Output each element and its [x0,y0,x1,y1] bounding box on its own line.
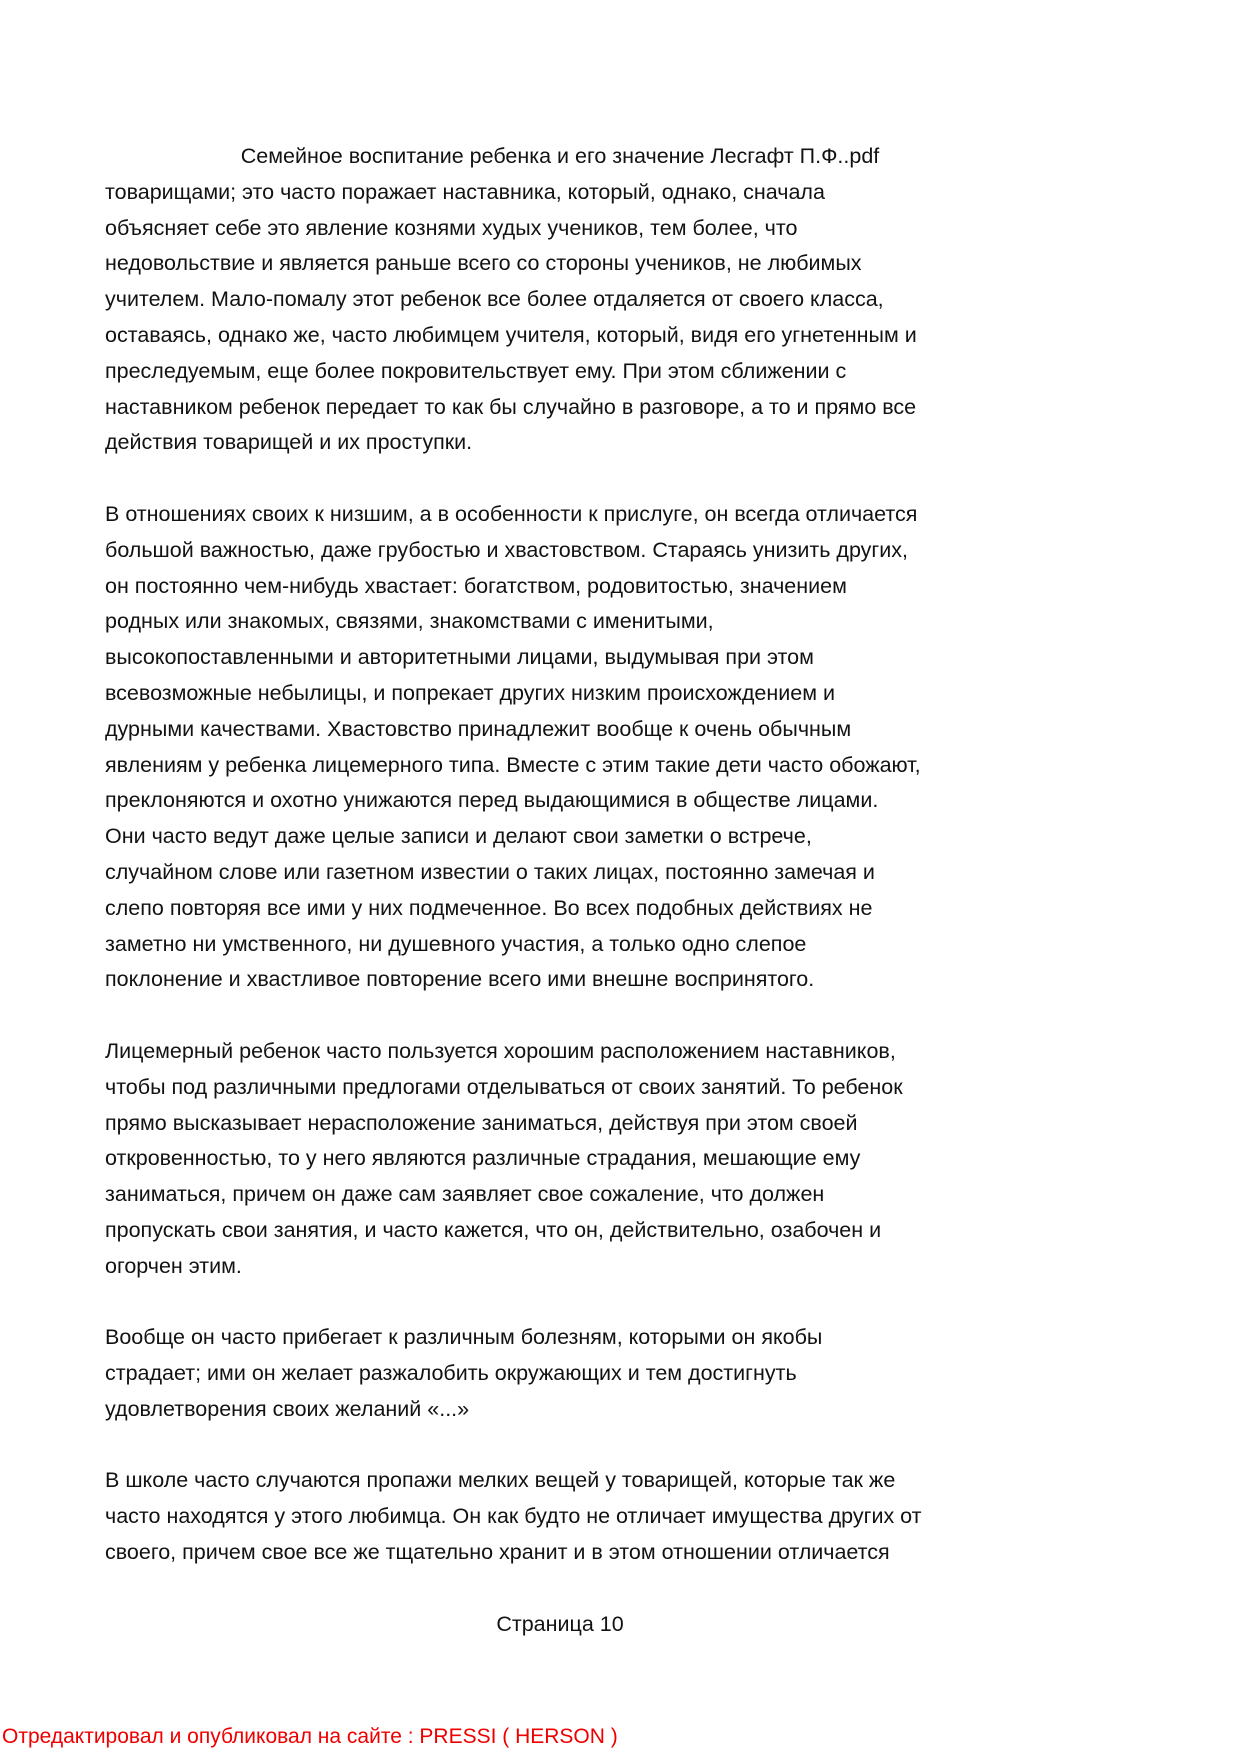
text-line: откровенностью, то у него являются различные страдания, мешающие ему [105,1146,861,1171]
watermark-footer: Отредактировал и опубликовал на сайте : PRESSI ( HERSON ) [2,1725,618,1748]
text-line: оставаясь, однако же, часто любимцем учителя, который, видя его угнетенным и [105,322,917,347]
document-title-line: Семейное воспитание ребенка и его значение Лесгафт П.Ф..pdf [240,144,880,168]
text-line: чтобы под различными предлогами отделываться от своих занятий. То ребенок [105,1074,903,1099]
text-line: Они часто ведут даже целые записи и делают свои заметки о встрече, [105,824,812,849]
text-line: преклоняются и охотно унижаются перед выдающимися в обществе лицами. [105,788,879,813]
text-line: часто находятся у этого любимца. Он как будто не отличает имущества других от [105,1504,922,1529]
text-line: недовольствие и является раньше всего со стороны учеников, не любимых [105,251,862,276]
text-line: он постоянно чем-нибудь хвастает: богатством, родовитостью, значением [105,573,847,598]
text-line: всевозможные небылицы, и попрекает других низким происхождением и [105,680,835,705]
text-line: В отношениях своих к низшим, а в особенности к прислуге, он всегда отличается [105,501,918,526]
text-line: учителем. Мало-помалу этот ребенок все более отдаляется от своего класса, [105,287,884,312]
paragraph [105,1034,1015,1285]
text-line: поклонение и хвастливое повторение всего ими внешне воспринятого. [105,967,815,992]
text-line: заметно ни умственного, ни душевного участия, а только одно слепое [105,931,807,956]
document-body [105,139,1015,1642]
text-line: действия товарищей и их проступки. [105,430,473,455]
paragraphs-container [105,175,1015,1571]
text-line: большой важностью, даже грубостью и хвастовством. Стараясь унизить других, [105,537,908,562]
text-line: прямо высказывает нерасположение заниматься, действуя при этом своей [105,1110,858,1135]
text-line: своего, причем свое все же тщательно хранит и в этом отношении отличается [105,1540,890,1565]
text-line: заниматься, причем он даже сам заявляет свое сожаление, что должен [105,1182,825,1207]
text-line: Вообще он часто прибегает к различным болезням, которыми он якобы [105,1325,823,1350]
text-line: явлениям у ребенка лицемерного типа. Вместе с этим такие дети часто обожают, [105,752,921,777]
paragraph [105,175,1015,461]
text-line: пропускать свои занятия, и часто кажется, что он, действительно, озабочен и [105,1217,882,1242]
text-line: преследуемым, еще более покровительствует ему. При этом сближении с [105,358,847,383]
text-line: объясняет себе это явление кознями худых учеников, тем более, что [105,215,798,240]
text-line: дурными качествами. Хвастовство принадлежит вообще к очень обычным [105,716,852,741]
text-line: высокопоставленными и авторитетными лицами, выдумывая при этом [105,645,814,670]
text-line: случайном слове или газетном известии о таких лицах, постоянно замечая и [105,859,875,884]
text-line: товарищами; это часто поражает наставника, который, однако, сначала [105,179,825,204]
text-line: наставником ребенок передает то как бы случайно в разговоре, а то и прямо все [105,394,917,419]
text-line: В школе часто случаются пропажи мелких вещей у товарищей, которые так же [105,1468,896,1493]
page-number-label: Страница 10 [496,1611,624,1636]
paragraph [105,1463,1015,1570]
text-line: огорчен этим. [105,1253,242,1278]
text-line: родных или знакомых, связями, знакомствами с именитыми, [105,609,714,634]
text-line: Лицемерный ребенок часто пользуется хорошим расположением наставников, [105,1038,896,1063]
paragraph [105,497,1015,998]
text-line: страдает; ими он желает разжалобить окружающих и тем достигнуть [105,1361,797,1386]
text-line: удовлетворения своих желаний «...» [105,1396,470,1421]
text-line: слепо повторяя все ими у них подмеченное. Во всех подобных действиях не [105,895,873,920]
paragraph [105,1320,1015,1427]
